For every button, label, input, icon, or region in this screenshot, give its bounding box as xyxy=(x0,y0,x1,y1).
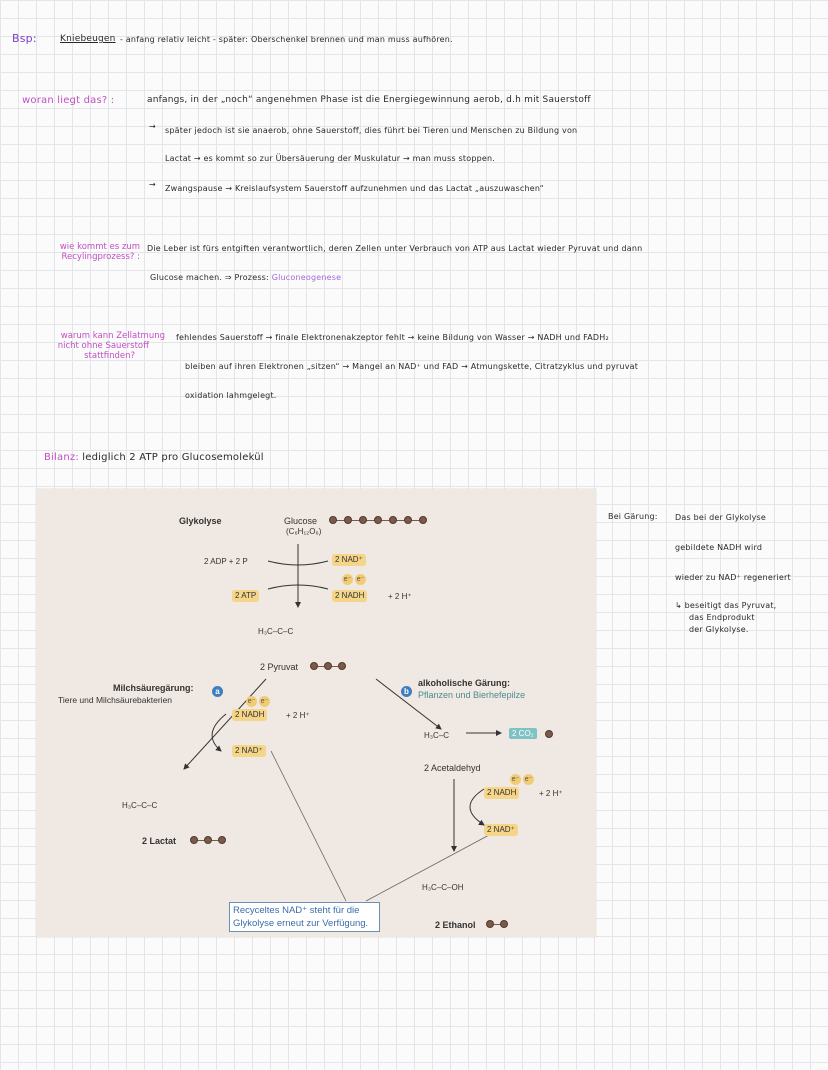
q2-line1: Die Leber ist fürs entgiften verantwortlich, deren Zellen unter Verbrauch von ATP aus Lactat wieder Pyruvat und dann xyxy=(147,244,643,253)
badge-b: b xyxy=(401,686,412,697)
nadh-a: 2 NADH xyxy=(232,709,267,721)
nad-in-top: 2 NAD⁺ xyxy=(332,554,366,566)
electron-6: e⁻ xyxy=(524,776,533,783)
h-top: + 2 H⁺ xyxy=(388,592,412,601)
recycle-callout xyxy=(229,902,380,932)
glucose-formula: (C₆H₁₂O₆) xyxy=(286,527,322,536)
q1-line1: anfangs, in der „noch“ angenehmen Phase ist die Energiegewinnung aerob, d.h mit Sauerstoff xyxy=(147,95,591,105)
q2-label xyxy=(15,242,140,262)
q2-line2-text: Glucose machen. ⇒ Prozess: xyxy=(150,273,269,282)
q3-label xyxy=(15,331,165,361)
nad-a: 2 NAD⁺ xyxy=(232,745,266,757)
electron-2: e⁻ xyxy=(356,576,365,583)
atp-chip: 2 ATP xyxy=(232,590,259,602)
electron-4: e⁻ xyxy=(260,698,269,705)
electron-3: e⁻ xyxy=(247,698,256,705)
figure-arrows xyxy=(36,489,596,937)
bsp-text: - anfang relativ leicht - später: Oberschenkel brennen und man muss aufhören. xyxy=(120,35,453,44)
q3-label-line2: nicht ohne Sauerstoff xyxy=(57,341,149,351)
callout-line2: Glykolyse erneut zur Verfügung. xyxy=(233,918,369,929)
side-line1: Das bei der Glykolyse xyxy=(675,513,767,522)
side-line2: gebildete NADH wird xyxy=(675,543,763,552)
side-line3: wieder zu NAD⁺ regeneriert xyxy=(675,573,791,582)
ethanol-formula: H₃C–C–OH xyxy=(422,883,464,892)
h-b: + 2 H⁺ xyxy=(539,789,563,798)
bilanz-label: Bilanz: xyxy=(44,452,79,463)
callout-line1: Recyceltes NAD⁺ steht für die xyxy=(233,905,360,916)
bsp-label: Bsp: xyxy=(12,32,37,45)
side-line5: das Endprodukt xyxy=(689,613,755,622)
electron-5: e⁻ xyxy=(511,776,520,783)
alk-title: alkoholische Gärung: xyxy=(418,678,511,688)
glykolyse-label: Glykolyse xyxy=(179,516,222,526)
pyruvat-formula: H₃C–C–C xyxy=(258,627,294,636)
lactat-formula: H₃C–C–C xyxy=(122,801,158,810)
nad-b: 2 NAD⁺ xyxy=(484,824,518,836)
q3-line3: oxidation lahmgelegt. xyxy=(185,391,277,400)
bsp-title: Kniebeugen xyxy=(60,34,116,44)
q3-line1: fehlendes Sauerstoff → finale Elektronenakzeptor fehlt → keine Bildung von Wasser → NADH und FADH₂ xyxy=(176,333,609,342)
ethanol-label: 2 Ethanol xyxy=(435,920,476,930)
side-label: Bei Gärung: xyxy=(608,512,658,521)
q2-label-line1: wie kommt es zum xyxy=(59,242,140,252)
acet-formula: H₃C–C xyxy=(424,731,450,740)
q2-label-line2: Recylingprozess? : xyxy=(61,252,140,262)
q2-line2 xyxy=(150,273,341,282)
h-a: + 2 H⁺ xyxy=(286,711,310,720)
electron-1: e⁻ xyxy=(343,576,352,583)
bilanz xyxy=(44,452,264,463)
co2-ball xyxy=(545,730,553,738)
fermentation-figure xyxy=(36,489,596,937)
q1-line4-arrow: → xyxy=(149,180,156,189)
q3-label-line3: stattfinden? xyxy=(84,351,135,361)
q1-line3: Lactat → es kommt so zur Übersäuerung der Muskulatur → man muss stoppen. xyxy=(165,154,496,163)
milch-title: Milchsäuregärung: xyxy=(113,683,194,693)
milch-sub: Tiere und Milchsäurebakterien xyxy=(58,695,173,705)
adp-label: 2 ADP + 2 P xyxy=(204,557,248,566)
q1-line2-arrow: → xyxy=(149,122,156,131)
q3-label-line1: warum kann Zellatmung xyxy=(60,331,165,341)
q3-line2: bleiben auf ihren Elektronen „sitzen“ → Mangel an NAD⁺ und FAD → Atmungskette, Citratzyklus und pyruvat xyxy=(185,362,639,371)
q1-line4: Zwangspause → Kreislaufsystem Sauerstoff aufzunehmen und das Lactat „auszuwaschen“ xyxy=(165,184,544,193)
glucose-label: Glucose xyxy=(284,516,318,526)
co2-chip: 2 CO₂ xyxy=(509,728,537,739)
lactat-label: 2 Lactat xyxy=(142,836,177,846)
q1-label: woran liegt das? : xyxy=(22,95,115,106)
gluconeogenese-highlight: Gluconeogenese xyxy=(271,273,342,282)
nadh-b: 2 NADH xyxy=(484,787,519,799)
bilanz-text: lediglich 2 ATP pro Glucosemolekül xyxy=(82,452,264,463)
side-line4: ↳ beseitigt das Pyruvat, xyxy=(675,601,777,610)
badge-a: a xyxy=(212,686,223,697)
pyruvat-label: 2 Pyruvat xyxy=(260,662,299,672)
side-line6: der Glykolyse. xyxy=(689,625,749,634)
q1-line2: später jedoch ist sie anaerob, ohne Sauerstoff, dies führt bei Tieren und Menschen zu Bildung von xyxy=(165,126,578,135)
nadh-top: 2 NADH xyxy=(332,590,367,602)
acetaldehyd-label: 2 Acetaldehyd xyxy=(424,763,481,773)
alk-sub: Pflanzen und Bierhefepilze xyxy=(418,690,526,700)
